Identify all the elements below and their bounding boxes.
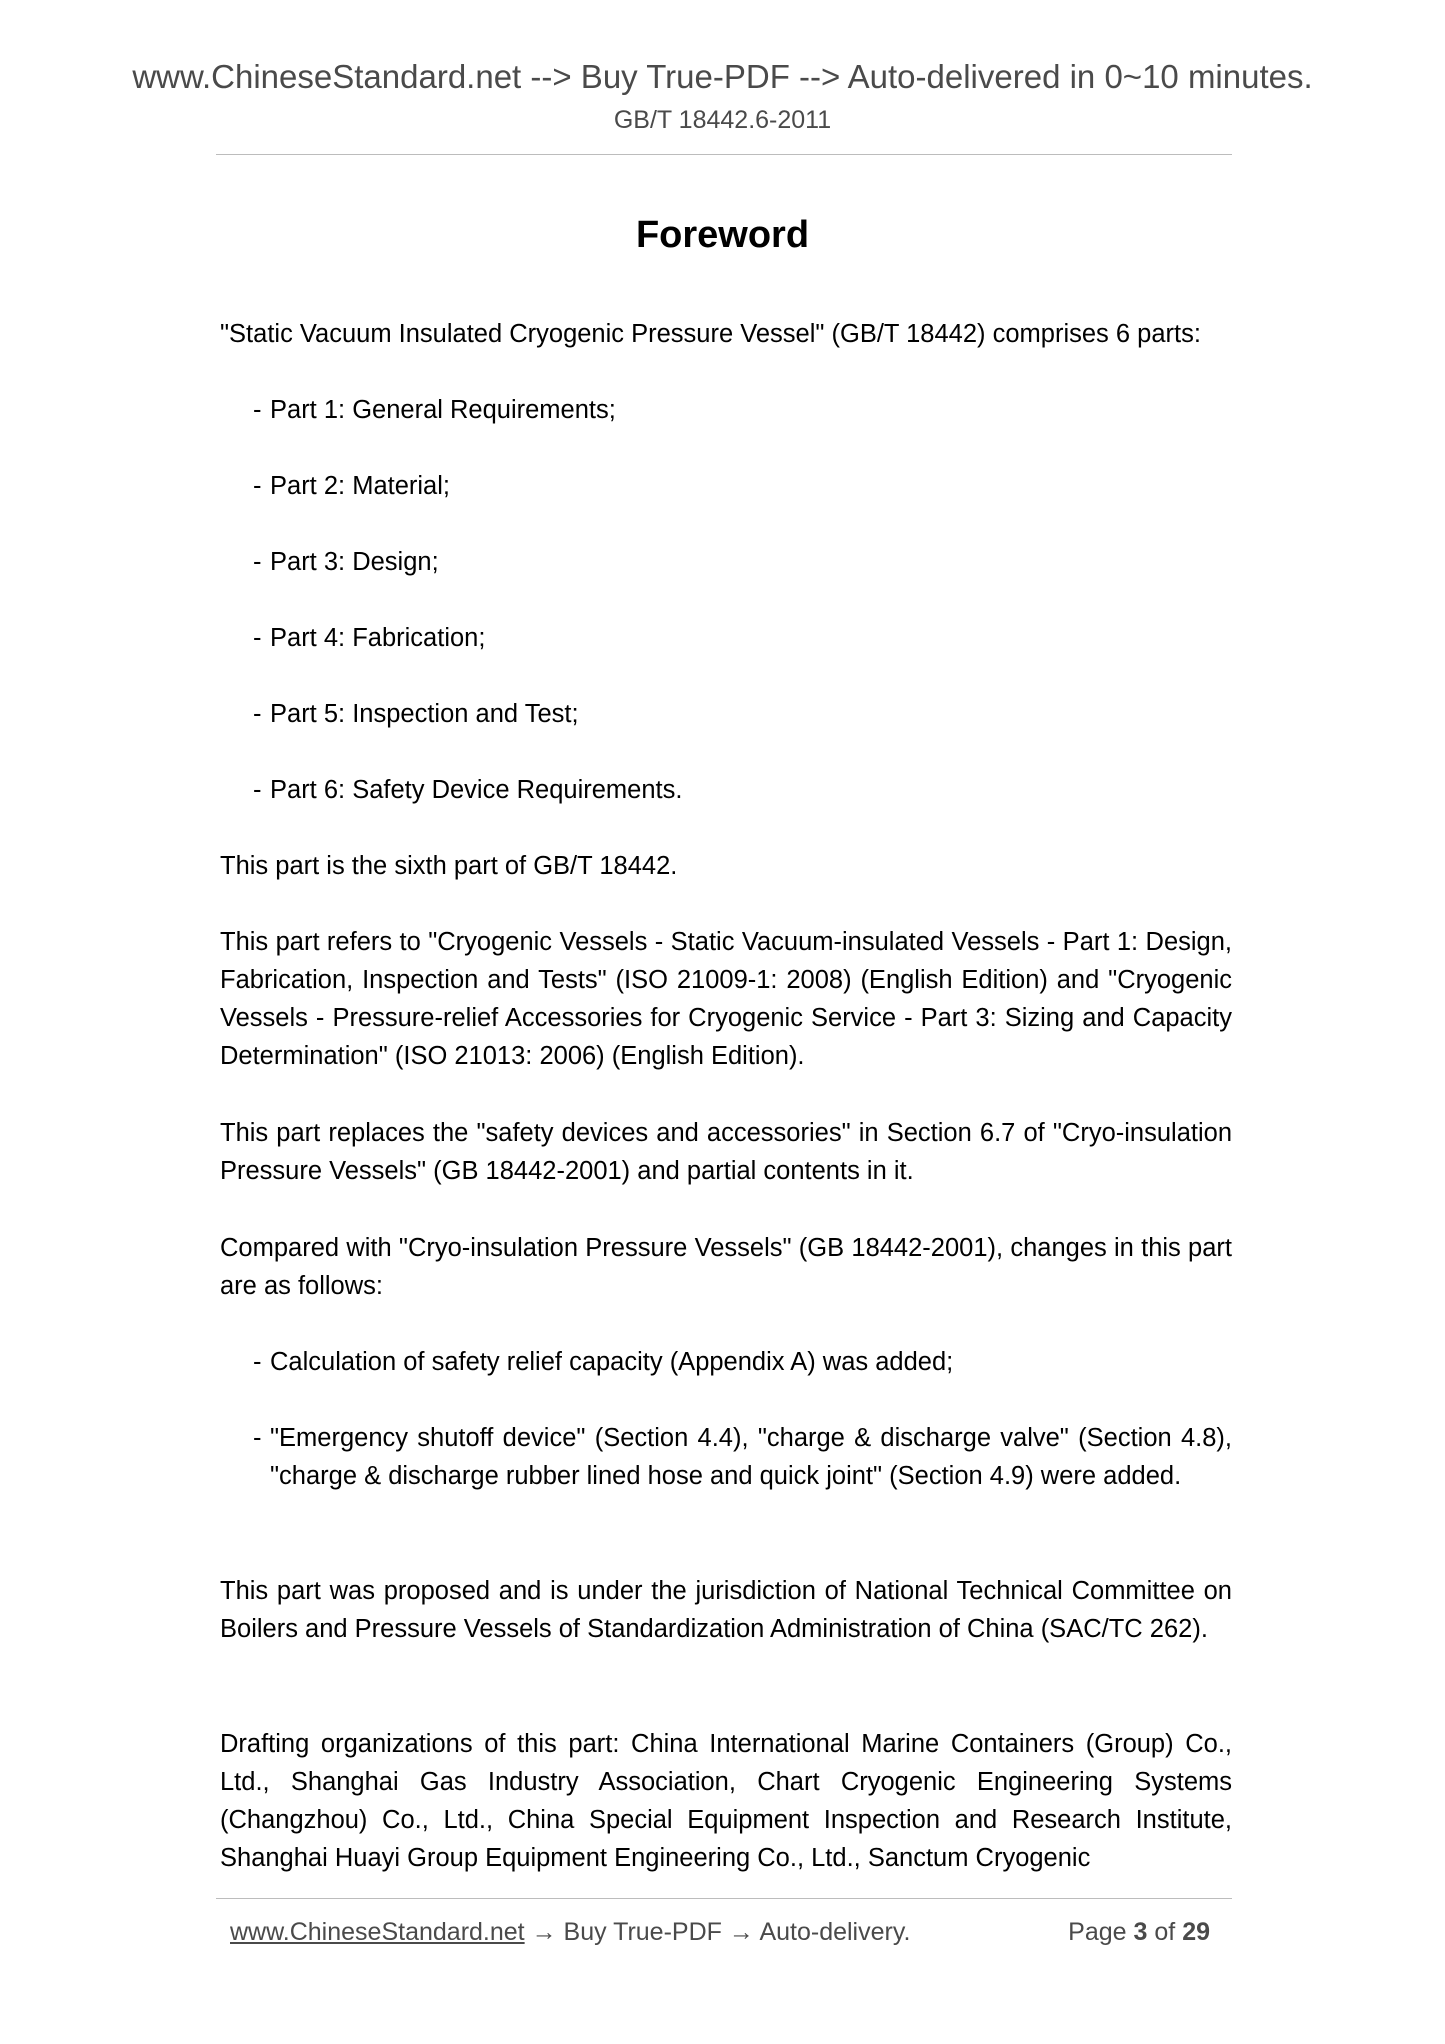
arrow-right-icon: → <box>728 1918 754 1946</box>
paragraph-proposed: This part was proposed and is under the jurisdiction of National Technical Committee on Boilers and Pressure Vessels of Standardization Administration of China (SAC/TC 262). <box>220 1577 1232 1643</box>
list-item-text: Calculation of safety relief capacity (Appendix A) was added; <box>270 1348 954 1376</box>
page-label: Page <box>1068 1918 1127 1946</box>
paragraph-replaces: This part replaces the "safety devices and accessories" in Section 6.7 of "Cryo-insulation Pressure Vessels" (GB 18442-2001) and partial contents in it. <box>220 1119 1232 1185</box>
page-of: of <box>1154 1918 1176 1946</box>
list-item <box>253 1343 1232 1381</box>
footer-divider <box>216 1898 1232 1899</box>
bullet-dash: - <box>253 548 262 576</box>
header-divider <box>216 154 1232 155</box>
paragraph-drafting: Drafting organizations of this part: China International Marine Containers (Group) Co., Ltd., Shanghai Gas Industry Association, Chart Cryogenic Engineering Systems (Changzhou) Co., Ltd., China Special Equipment Inspection and Research Institute, Shanghai Huayi Group Equipment Engineering Co., Ltd., Sanctum Cryogenic <box>220 1730 1232 1872</box>
intro-paragraph: "Static Vacuum Insulated Cryogenic Pressure Vessel" (GB/T 18442) comprises 6 parts: <box>220 320 1201 348</box>
list-item <box>253 543 439 581</box>
paragraph-compared: Compared with "Cryo-insulation Pressure Vessels" (GB 18442-2001), changes in this part are as follows: <box>220 1234 1232 1300</box>
document-code: GB/T 18442.6-2011 <box>613 106 832 134</box>
bullet-dash: - <box>253 472 262 500</box>
list-item-text: Part 4: Fabrication; <box>270 624 486 652</box>
paragraph-refers: This part refers to "Cryogenic Vessels - Static Vacuum-insulated Vessels - Part 1: Design, Fabrication, Inspection and Tests" (ISO 21009-1: 2008) (English Edition) and "Cryogenic Vessels - Pressure-relief Accessories for Cryogenic Service - Part 3: Sizing and Capacity Determination" (ISO 21013: 2006) (English Edition). <box>220 928 1232 1070</box>
list-item <box>253 771 682 809</box>
list-item <box>253 467 450 505</box>
arrow-right-icon: → <box>531 1918 557 1946</box>
bullet-dash: - <box>253 1348 262 1376</box>
bullet-dash: - <box>253 624 262 652</box>
list-item-text: Part 6: Safety Device Requirements. <box>270 776 683 804</box>
footer-links <box>230 1918 910 1947</box>
bullet-dash: - <box>253 700 262 728</box>
list-item <box>253 695 579 733</box>
paragraph-sixth-part: This part is the sixth part of GB/T 18442. <box>220 852 678 880</box>
page-current: 3 <box>1133 1918 1148 1946</box>
list-item <box>253 391 616 429</box>
page-title: Foreword <box>635 214 810 256</box>
footer-buy-text: Buy True-PDF <box>563 1918 722 1946</box>
bullet-dash: - <box>253 776 262 804</box>
list-item-text: Part 3: Design; <box>270 548 439 576</box>
list-item <box>253 1419 1232 1495</box>
page-number <box>1068 1918 1210 1947</box>
list-item-text: Part 2: Material; <box>270 472 450 500</box>
footer-site-link[interactable]: www.ChineseStandard.net <box>230 1918 525 1946</box>
bullet-dash: - <box>253 396 262 424</box>
list-item-text: Part 5: Inspection and Test; <box>270 700 579 728</box>
bullet-dash: - <box>253 1424 262 1452</box>
list-item <box>253 619 485 657</box>
page-total: 29 <box>1182 1918 1210 1946</box>
footer-delivery-text: Auto-delivery. <box>759 1918 911 1946</box>
list-item-text: Part 1: General Requirements; <box>270 396 616 424</box>
list-item-text: "Emergency shutoff device" (Section 4.4), "charge & discharge valve" (Section 4.8), "charge & discharge rubber lined hose and quick joint" (Section 4.9) were added. <box>270 1424 1232 1490</box>
header-banner: www.ChineseStandard.net --> Buy True-PDF --> Auto-delivered in 0~10 minutes. <box>132 58 1313 95</box>
